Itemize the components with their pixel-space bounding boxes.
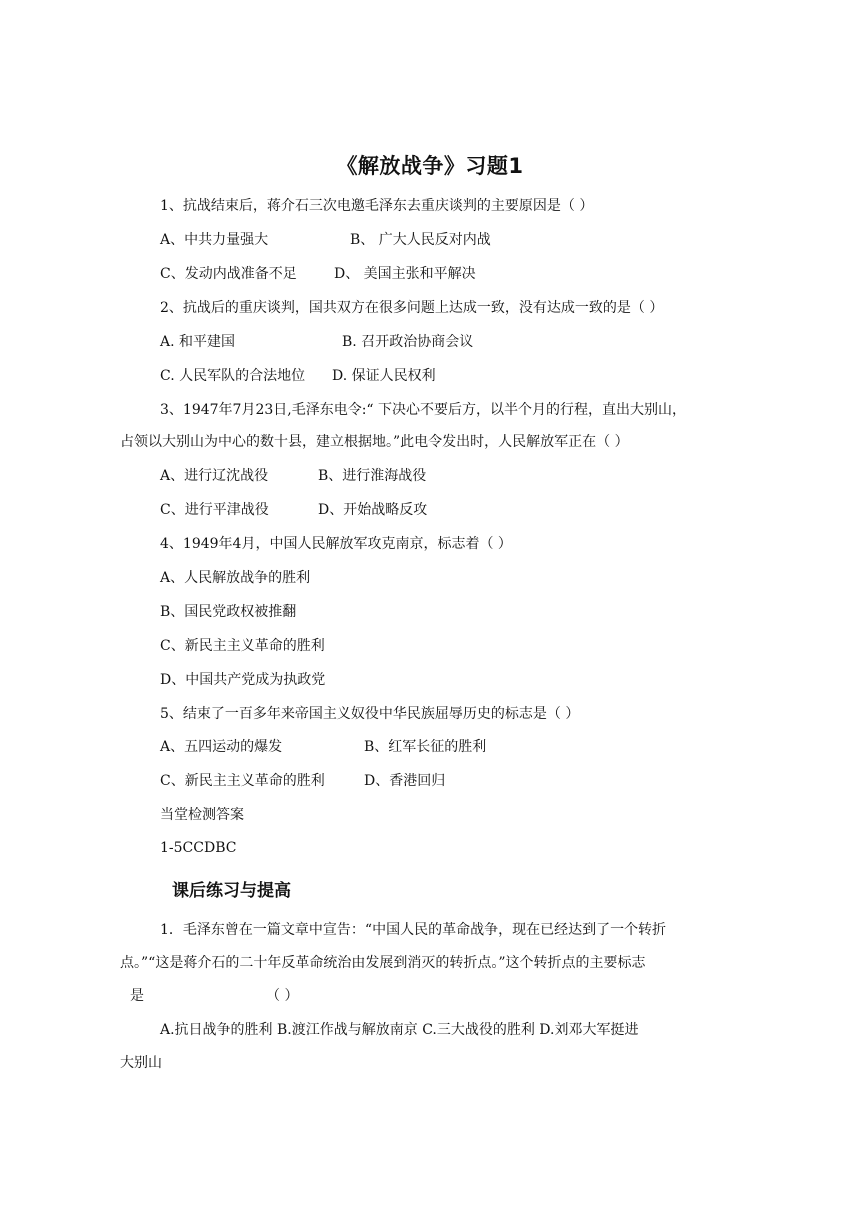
practice-question-1-options-wrap: 大别山 (120, 1055, 162, 1071)
practice-question-1-options: A.抗日战争的胜利 B.渡江作战与解放南京 C.三大战役的胜利 D.刘邓大军挺进 (160, 1022, 639, 1038)
question-2-option-b: B. 召开政治协商会议 (342, 334, 474, 350)
question-5-option-a: A、五四运动的爆发 (160, 739, 283, 755)
question-5-stem: 5、结束了一百多年来帝国主义奴役中华民族屈辱历史的标志是（ ） (160, 706, 580, 722)
document-title: 《解放战争》习题1 (336, 154, 524, 178)
question-4-option-d: D、中国共产党成为执政党 (160, 672, 326, 688)
practice-heading: 课后练习与提高 (172, 881, 291, 901)
question-2-stem: 2、抗战后的重庆谈判，国共双方在很多问题上达成一致，没有达成一致的是（ ） (160, 300, 664, 316)
question-5-option-c: C、新民主主义革命的胜利 (160, 773, 325, 789)
question-4-option-c: C、新民主主义革命的胜利 (160, 638, 325, 654)
question-3-stem-line-1: 3、1947年7月23日,毛泽东电令:“ 下决心不要后方，以半个月的行程，直出大别山， (160, 402, 687, 418)
question-4-option-b: B、国民党政权被推翻 (160, 604, 297, 620)
practice-question-1-line-2: 点。”“这是蒋介石的二十年反革命统治由发展到消灭的转折点。”这个转折点的主要标志 (120, 955, 646, 971)
practice-question-1-line-3: 是 (130, 988, 144, 1004)
question-3-option-a: A、进行辽沈战役 (160, 468, 269, 484)
question-1-option-d: D、 美国主张和平解决 (334, 266, 476, 282)
question-5-option-d: D、香港回归 (364, 773, 446, 789)
question-2-option-d: D. 保证人民权利 (332, 368, 436, 384)
question-1-stem: 1、抗战结束后，蒋介石三次电邀毛泽东去重庆谈判的主要原因是（ ） (160, 198, 594, 214)
question-1-option-b: B、 广大人民反对内战 (350, 232, 491, 248)
question-5-option-b: B、红军长征的胜利 (364, 739, 487, 755)
question-3-option-d: D、开始战略反攻 (318, 502, 428, 518)
question-2-option-a: A. 和平建国 (160, 334, 236, 350)
question-1-option-a: A、中共力量强大 (160, 232, 269, 248)
practice-question-1-line-1: 1．毛泽东曾在一篇文章中宣告：“中国人民的革命战争，现在已经达到了一个转折 (160, 922, 667, 938)
answer-blank: （ ） (266, 988, 299, 1004)
question-2-option-c: C. 人民军队的合法地位 (160, 368, 306, 384)
question-4-option-a: A、人民解放战争的胜利 (160, 570, 311, 586)
question-1-option-c: C、发动内战准备不足 (160, 266, 297, 282)
question-3-option-c: C、进行平津战役 (160, 502, 269, 518)
question-4-stem: 4、1949年4月，中国人民解放军攻克南京，标志着（ ） (160, 536, 512, 552)
question-3-stem-line-2: 占领以大别山为中心的数十县，建立根据地。”此电令发出时，人民解放军正在（ ） (120, 434, 629, 450)
question-3-option-b: B、进行淮海战役 (318, 468, 427, 484)
answers-value: 1-5CCDBC (160, 840, 237, 856)
answers-label: 当堂检测答案 (160, 807, 244, 823)
